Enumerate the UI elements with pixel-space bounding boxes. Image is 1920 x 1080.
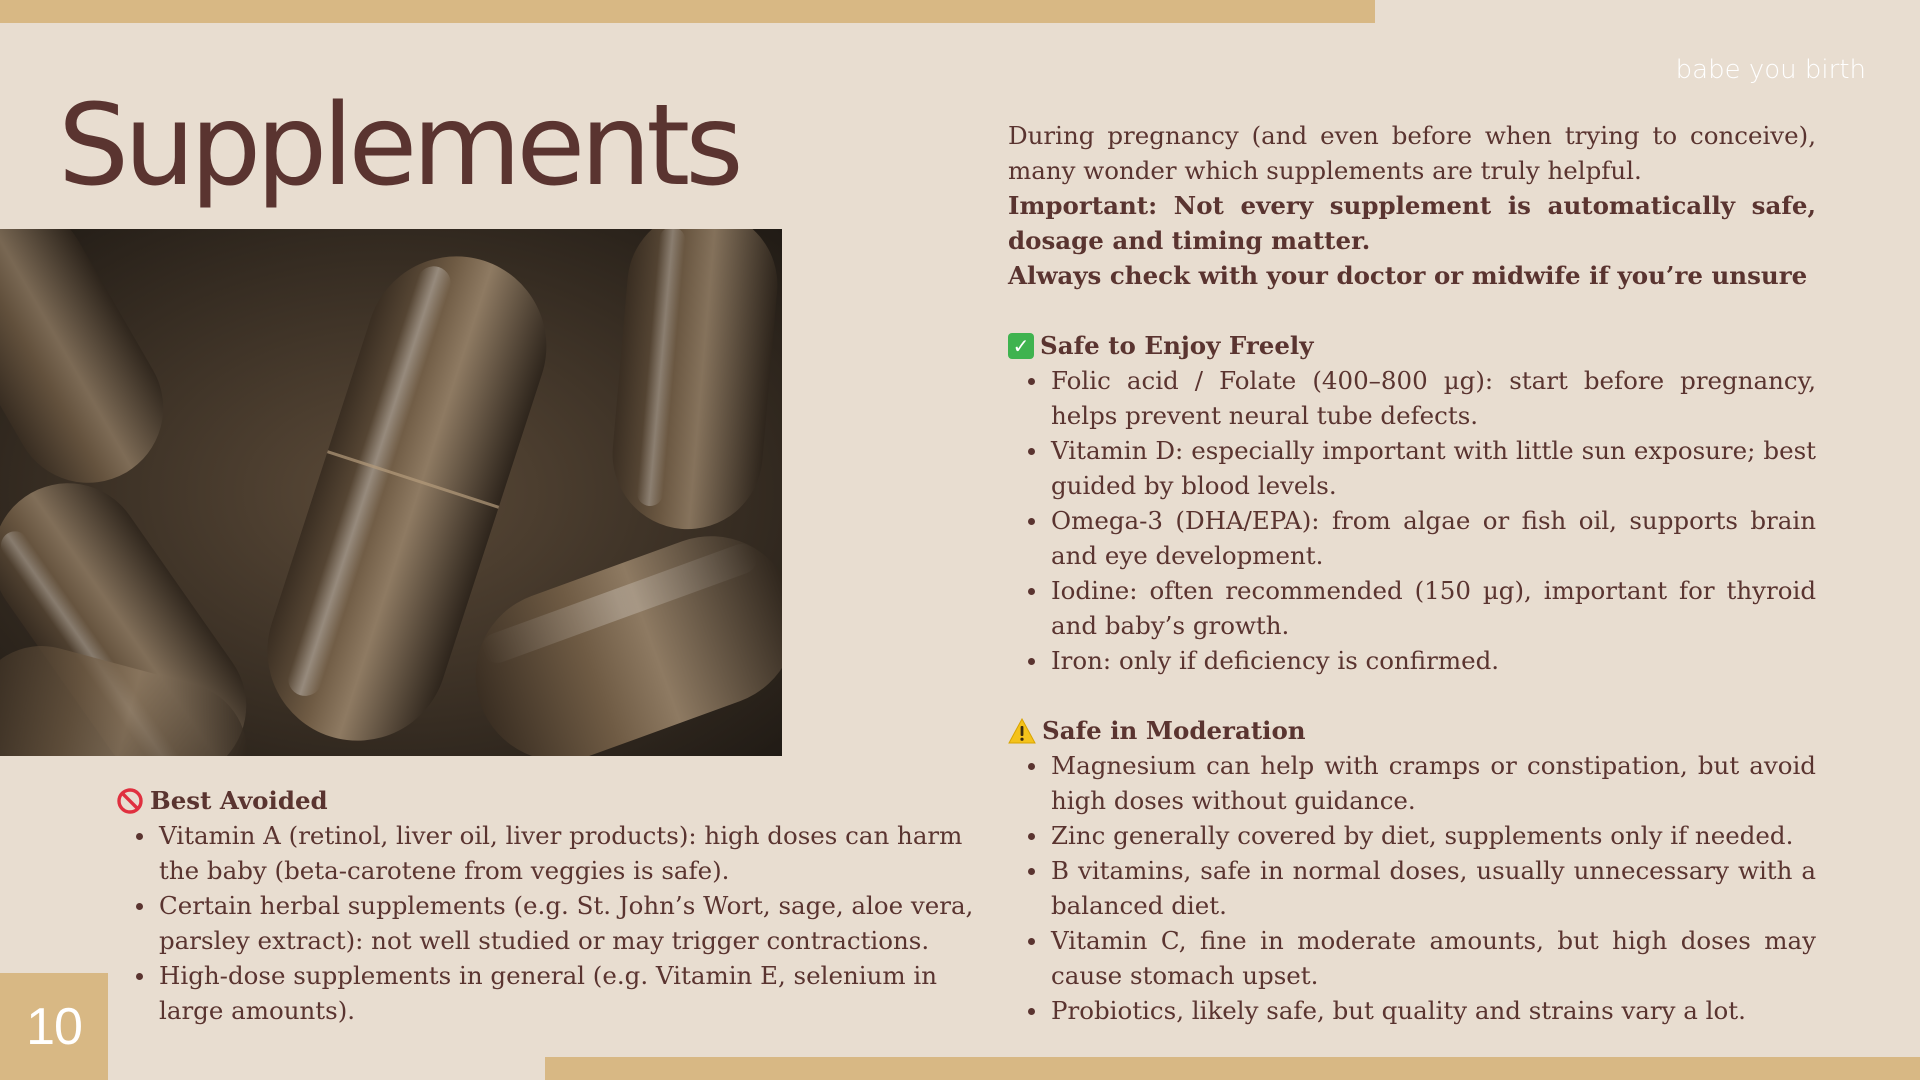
top-accent-bar [0,0,1375,23]
avoided-heading-text: Best Avoided [150,786,328,815]
list-item: High-dose supplements in general (e.g. Vitamin E, selenium in large amounts). [116,958,982,1028]
safe-section [1008,328,1816,678]
prohibited-icon [116,787,144,815]
intro-block [1008,118,1816,293]
moderation-heading-text: Safe in Moderation [1042,716,1306,745]
page-title: Supplements [58,81,739,211]
capsules-photo [0,229,782,756]
brand-name: babe you birth [1675,55,1866,85]
warning-icon [1008,718,1036,744]
avoided-heading [116,783,982,818]
bottom-accent-bar [545,1057,1920,1080]
safe-heading-text: Safe to Enjoy Freely [1040,331,1314,360]
list-item: Iodine: often recommended (150 µg), important for thyroid and baby’s growth. [1008,573,1816,643]
moderation-section [1008,713,1816,1028]
moderation-heading [1008,713,1816,748]
list-item: Vitamin C, fine in moderate amounts, but high doses may cause stomach upset. [1008,923,1816,993]
safe-list [1008,363,1816,678]
right-column [1008,118,1816,1028]
list-item: Vitamin A (retinol, liver oil, liver products): high doses can harm the baby (beta-carotene from veggies is safe). [116,818,982,888]
list-item: Folic acid / Folate (400–800 µg): start before pregnancy, helps prevent neural tube defects. [1008,363,1816,433]
list-item: Magnesium can help with cramps or constipation, but avoid high doses without guidance. [1008,748,1816,818]
list-item: B vitamins, safe in normal doses, usually unnecessary with a balanced diet. [1008,853,1816,923]
list-item: Probiotics, likely safe, but quality and strains vary a lot. [1008,993,1816,1028]
list-item: Zinc generally covered by diet, supplements only if needed. [1008,818,1816,853]
list-item: Iron: only if deficiency is confirmed. [1008,643,1816,678]
avoided-list [116,818,982,1028]
list-item: Omega-3 (DHA/EPA): from algae or fish oil, supports brain and eye development. [1008,503,1816,573]
check-note: Always check with your doctor or midwife if you’re unsure [1008,261,1808,290]
intro-text: During pregnancy (and even before when trying to conceive), many wonder which supplements are truly helpful. [1008,121,1816,185]
avoided-section [116,783,982,1028]
page-number: 10 [26,997,82,1056]
list-item: Certain herbal supplements (e.g. St. John’s Wort, sage, aloe vera, parsley extract): not well studied or may trigger contractions. [116,888,982,958]
page-number-box [0,973,108,1080]
check-box-icon: ✓ [1008,333,1034,359]
moderation-list [1008,748,1816,1028]
list-item: Vitamin D: especially important with little sun exposure; best guided by blood levels. [1008,433,1816,503]
important-note: Important: Not every supplement is automatically safe, dosage and timing matter. [1008,191,1816,255]
safe-heading [1008,328,1816,363]
